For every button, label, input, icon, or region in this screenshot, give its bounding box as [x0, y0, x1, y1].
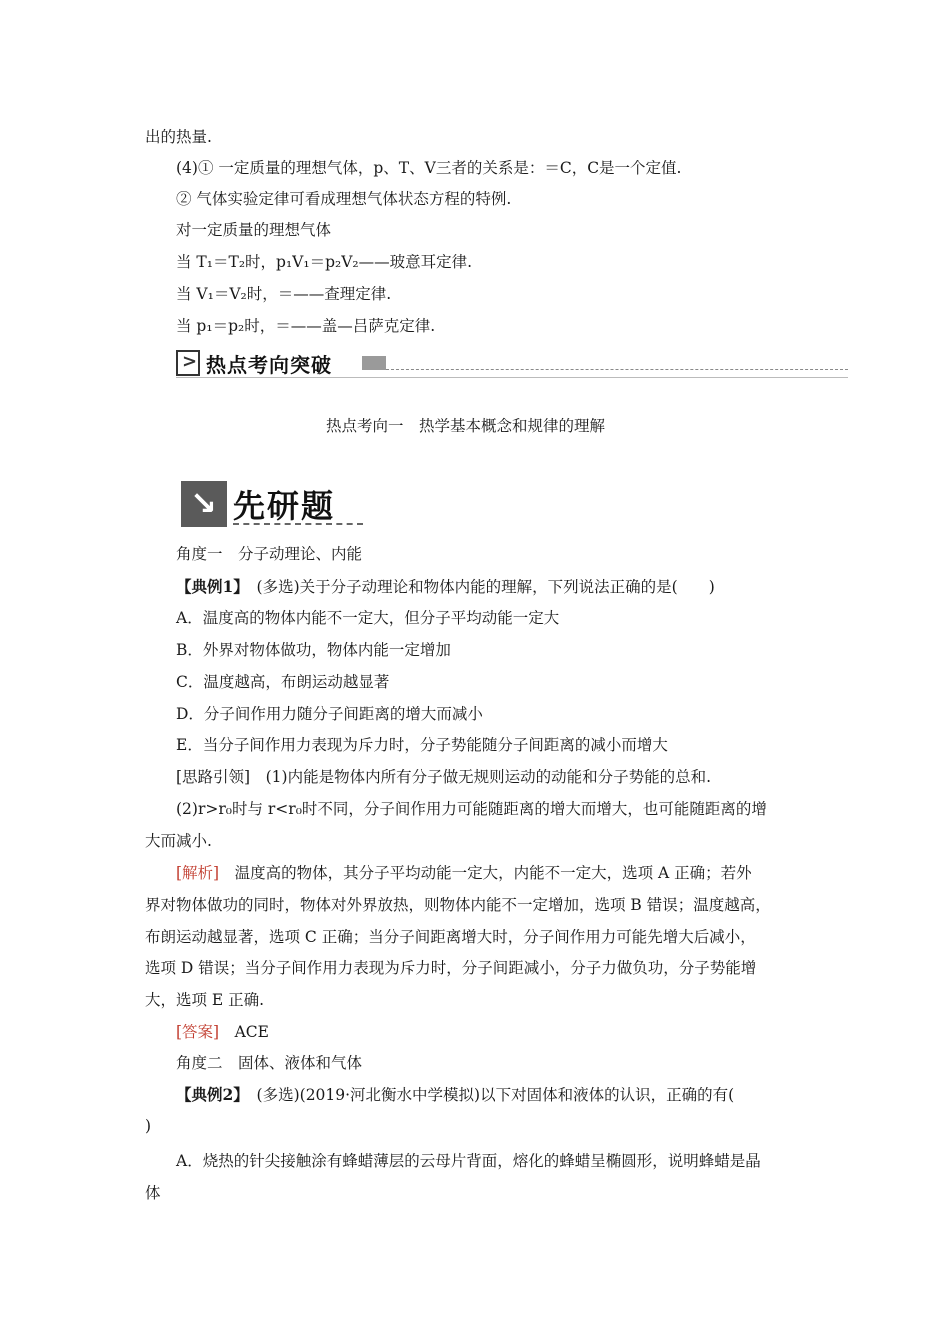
- hint-line: (2)r>r₀时与 r<r₀时不同，分子间作用力可能随距离的增大而增大，也可能随距离的增: [176, 800, 767, 818]
- text-line: ② 气体实验定律可看成理想气体状态方程的特例.: [176, 190, 512, 208]
- question-stem: ): [145, 1117, 152, 1135]
- example-tag: 【典例2】: [176, 1085, 242, 1104]
- option-b: B．外界对物体做功，物体内能一定增加: [176, 641, 451, 659]
- analysis-line: 布朗运动越显著，选项 C 正确；当分子间距离增大时，分子间作用力可能先增大后减小，: [145, 928, 756, 946]
- chevron-right-icon: ↘: [181, 481, 227, 527]
- research-label-text: 先研题: [233, 487, 336, 525]
- research-label: [181, 481, 366, 527]
- analysis-line: 界对物体做功的同时，物体对外界放热，则物体内能不一定增加，选项 B 错误；温度越高，: [145, 896, 771, 914]
- answer-text: ACE: [219, 1023, 269, 1041]
- option-d: D．分子间作用力随分子间距离的增大而减小: [176, 705, 483, 723]
- analysis-tag: [解析]: [176, 864, 220, 882]
- analysis-text: 温度高的物体，其分子平均动能一定大，内能不一定大，选项 A 正确；若外: [219, 864, 752, 882]
- hint-line: [176, 766, 711, 788]
- text-line: 出的热量.: [145, 128, 212, 146]
- divider: [176, 377, 848, 378]
- question-stem: [176, 576, 715, 598]
- analysis-line: [176, 862, 752, 884]
- stem-text: (多选)关于分子动理论和物体内能的理解，下列说法正确的是( ): [241, 578, 715, 596]
- angle-heading: 角度一 分子动理论、内能: [176, 545, 363, 563]
- text-line: 对一定质量的理想气体: [176, 221, 332, 239]
- text-line: 当 T₁＝T₂时，p₁V₁＝p₂V₂——玻意耳定律.: [176, 253, 473, 271]
- answer-tag: [答案]: [176, 1023, 220, 1041]
- section-banner: [176, 344, 848, 378]
- divider: [386, 369, 848, 370]
- text-line: 当 V₁＝V₂时，＝——查理定律.: [176, 285, 392, 303]
- hint-line: 大而减小.: [145, 832, 212, 850]
- hint-text: (1)内能是物体内所有分子做无规则运动的动能和分子势能的总和.: [250, 768, 711, 786]
- example-tag: 【典例1】: [176, 577, 242, 596]
- text-line: (4)① 一定质量的理想气体，p、T、V三者的关系是：＝C，C是一个定值.: [176, 159, 682, 177]
- analysis-line: 大，选项 E 正确.: [145, 991, 265, 1009]
- stem-text: (多选)(2019·河北衡水中学模拟)以下对固体和液体的认识，正确的有(: [241, 1086, 735, 1104]
- option-e: E．当分子间作用力表现为斥力时，分子势能随分子间距离的减小而增大: [176, 736, 668, 754]
- banner-title: 热点考向突破: [206, 353, 332, 377]
- arrow-icon: >: [176, 350, 200, 376]
- angle-heading: 角度二 固体、液体和气体: [176, 1054, 363, 1072]
- question-stem: [176, 1084, 734, 1106]
- option-a: A．烧热的针尖接触涂有蜂蜡薄层的云母片背面，熔化的蜂蜡呈椭圆形，说明蜂蜡是晶: [176, 1152, 761, 1170]
- option-a: 体: [145, 1184, 161, 1202]
- analysis-line: 选项 D 错误；当分子间作用力表现为斥力时，分子间距减小，分子力做负功，分子势能增: [145, 959, 757, 977]
- banner-decoration: [362, 356, 386, 370]
- option-c: C．温度越高，布朗运动越显著: [176, 673, 390, 691]
- hint-tag: [思路引领]: [176, 768, 251, 786]
- divider: [233, 523, 363, 525]
- text-line: 当 p₁＝p₂时，＝——盖—吕萨克定律.: [176, 317, 436, 335]
- answer-line: [176, 1021, 269, 1043]
- section-heading: 热点考向一 热学基本概念和规律的理解: [326, 417, 606, 435]
- option-a: A．温度高的物体内能不一定大，但分子平均动能一定大: [176, 609, 560, 627]
